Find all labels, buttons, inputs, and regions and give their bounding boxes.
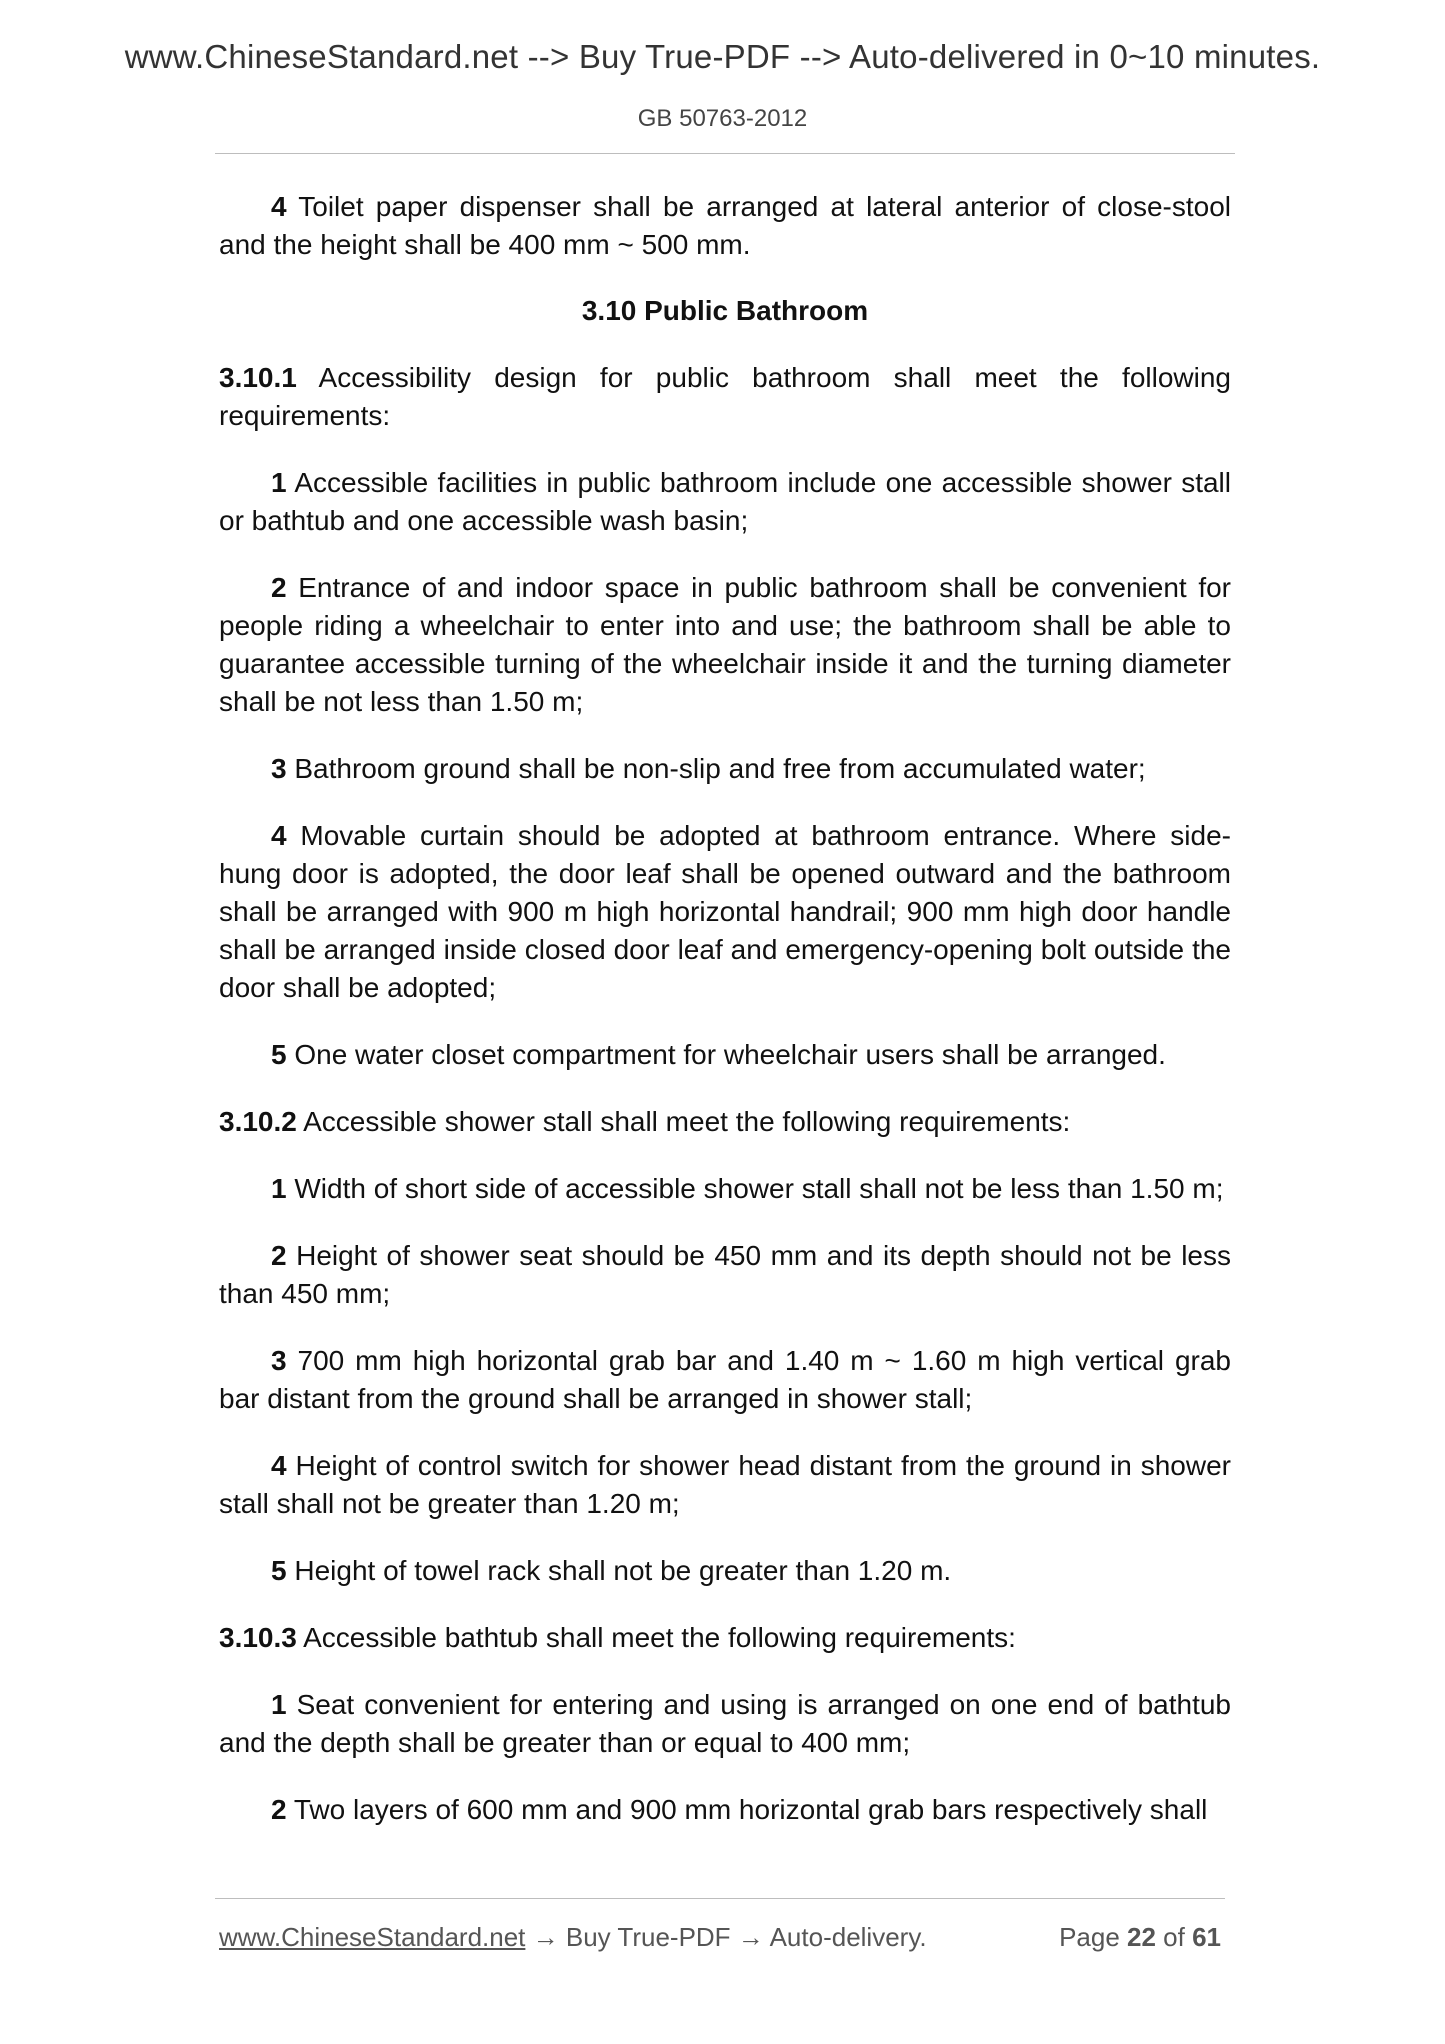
item-text: Entrance of and indoor space in public bathroom shall be convenient for people riding a wheelchair to enter into and use; the bathroom shall be able to guarantee accessible turning of the wheelchair inside it and the turning diameter shall be not less than 1.50 m; <box>219 572 1231 717</box>
item-text: 700 mm high horizontal grab bar and 1.40 m ~ 1.60 m high vertical grab bar distant from the ground shall be arranged in shower stall; <box>219 1345 1231 1414</box>
item-number: 4 <box>271 820 287 851</box>
item-number: 4 <box>271 1450 287 1481</box>
item-text: Seat convenient for entering and using is arranged on one end of bathtub and the depth shall be greater than or equal to 400 mm; <box>219 1689 1231 1758</box>
item-text: Toilet paper dispenser shall be arranged at lateral anterior of close-stool and the height shall be 400 mm ~ 500 mm. <box>219 191 1231 260</box>
clause <box>219 359 1231 435</box>
clause-text: Accessible bathtub shall meet the following requirements: <box>296 1622 1016 1653</box>
list-item <box>219 1237 1231 1313</box>
page-of-label: of <box>1155 1922 1193 1952</box>
item-number: 2 <box>271 1794 287 1825</box>
item-number: 1 <box>271 467 287 498</box>
item-text: Movable curtain should be adopted at bathroom entrance. Where side-hung door is adopted, the door leaf shall be opened outward and the bathroom shall be arranged with 900 m high horizontal handrail; 900 mm high door handle shall be arranged inside closed door leaf and emergency-opening bolt outside the door shall be adopted; <box>219 820 1231 1003</box>
section-title: 3.10 Public Bathroom <box>581 295 869 326</box>
list-item <box>219 1170 1231 1208</box>
page-indicator <box>1059 1922 1221 1953</box>
total-page-count: 61 <box>1192 1922 1221 1952</box>
header-divider <box>215 153 1235 154</box>
list-item <box>219 1552 1231 1590</box>
clause-text: Accessibility design for public bathroom shall meet the following requirements: <box>219 362 1231 431</box>
item-number: 1 <box>271 1173 287 1204</box>
clause-text: Accessible shower stall shall meet the following requirements: <box>296 1106 1071 1137</box>
clause-number: 3.10.1 <box>219 362 297 393</box>
clause-number: 3.10.3 <box>219 1622 297 1653</box>
arrow-right-icon: → <box>730 1922 770 1952</box>
item-text: Height of towel rack shall not be greater than 1.20 m. <box>286 1555 952 1586</box>
list-item <box>219 750 1231 788</box>
document-code: GB 50763-2012 <box>637 105 808 132</box>
clause-number: 3.10.2 <box>219 1106 297 1137</box>
item-number: 5 <box>271 1555 287 1586</box>
item-text: One water closet compartment for wheelchair users shall be arranged. <box>286 1039 1166 1070</box>
item-number: 3 <box>271 1345 287 1376</box>
item-number: 5 <box>271 1039 287 1070</box>
list-item <box>219 464 1231 540</box>
document-body <box>219 188 1231 1829</box>
list-item <box>219 1447 1231 1523</box>
item-number: 2 <box>271 572 287 603</box>
item-number: 4 <box>271 191 287 222</box>
footer-delivery-text: Auto-delivery. <box>769 1922 927 1952</box>
item-text: Height of control switch for shower head distant from the ground in shower stall shall not be greater than 1.20 m; <box>219 1450 1231 1519</box>
clause <box>219 1103 1231 1141</box>
footer-divider <box>215 1898 1225 1899</box>
list-item <box>219 569 1231 721</box>
item-text: Height of shower seat should be 450 mm and its depth should not be less than 450 mm; <box>219 1240 1231 1309</box>
top-banner[interactable]: www.ChineseStandard.net --> Buy True-PDF --> Auto-delivered in 0~10 minutes. <box>124 38 1321 75</box>
arrow-right-icon: → <box>525 1922 566 1952</box>
item-number: 2 <box>271 1240 287 1271</box>
item-text: Width of short side of accessible shower stall shall not be less than 1.50 m; <box>286 1173 1224 1204</box>
footer-promo <box>219 1922 927 1953</box>
footer-buy-text: Buy True-PDF <box>565 1922 731 1952</box>
item-number: 1 <box>271 1689 287 1720</box>
list-item <box>219 1686 1231 1762</box>
page-label: Page <box>1059 1922 1128 1952</box>
list-item <box>219 1342 1231 1418</box>
footer-site-link[interactable]: www.ChineseStandard.net <box>219 1922 526 1952</box>
item-text: Accessible facilities in public bathroom include one accessible shower stall or bathtub and one accessible wash basin; <box>219 467 1231 536</box>
list-item <box>219 1791 1231 1829</box>
item-number: 3 <box>271 753 287 784</box>
list-item <box>219 817 1231 1007</box>
current-page-number: 22 <box>1127 1922 1156 1952</box>
paragraph <box>219 188 1231 264</box>
list-item <box>219 1036 1231 1074</box>
item-text: Two layers of 600 mm and 900 mm horizontal grab bars respectively shall <box>286 1794 1208 1825</box>
clause <box>219 1619 1231 1657</box>
item-text: Bathroom ground shall be non-slip and free from accumulated water; <box>286 753 1146 784</box>
